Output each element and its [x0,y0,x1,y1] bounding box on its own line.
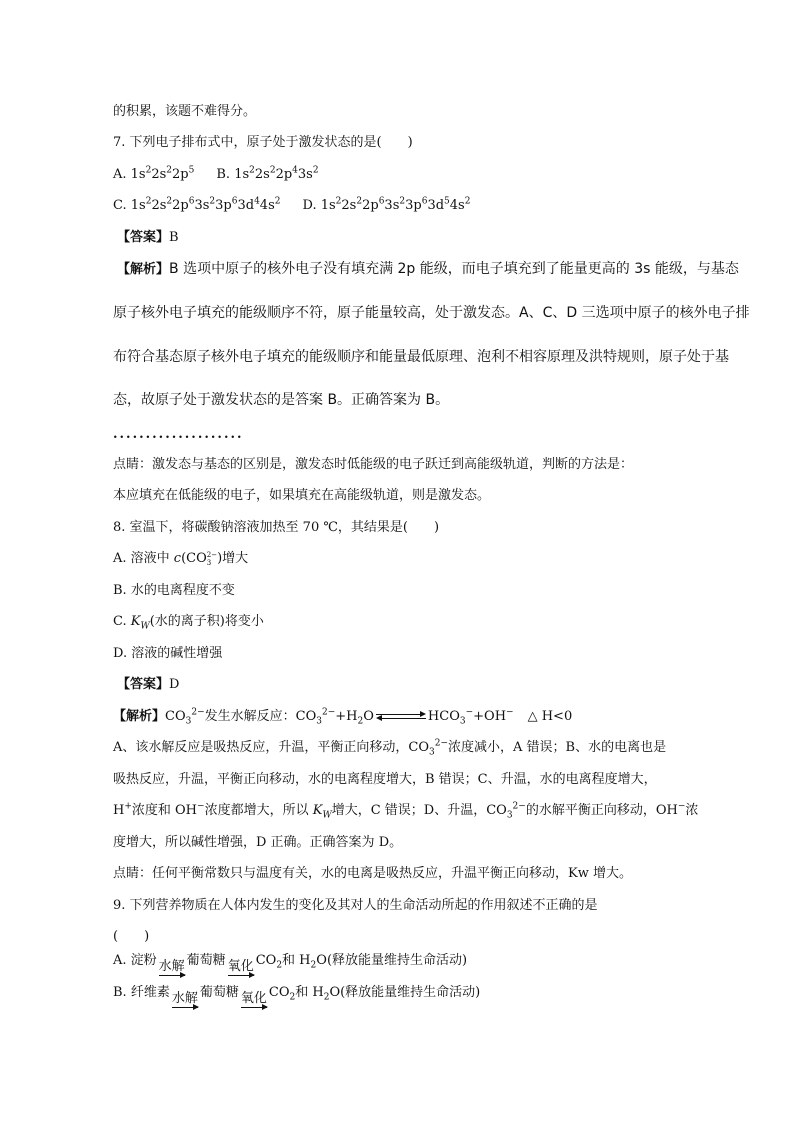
explanation-text: A、该水解反应是吸热反应，升温，平衡正向移动，CO [113,740,429,755]
explanation-7-line-1 [117,260,739,279]
tip-7-line-1: 点睛：激发态与基态的区别是，激发态时低能级的电子跃迁到高能级轨道，判断的方法是： [113,457,634,472]
explanation-8-line-2: 吸热反应，升温，平衡正向移动，水的电离程度增大，B 错误；C、升温，水的电离程度增大， [113,772,657,787]
formula-text: O [329,985,341,1000]
tip-8: 点睛：任何平衡常数只与温度有关，水的电离是吸热反应，升温平衡正向移动，Kw 增大。 [113,866,632,881]
explanation-text: 的水解平衡正向移动，OH [525,803,678,818]
formula-text: 发生水解反应：CO [204,709,317,724]
option-text: A. 淀粉 [113,953,157,968]
reaction-arrow-icon [239,992,269,1008]
option-7-c-d: C. $1s^22s^22p^63s^23p^63d^44s^2$ D. $1s^22s^22p^63s^23p^63d^54s^2$ [113,196,471,213]
answer-value: D [169,677,180,692]
formula-text: CO [268,985,290,1000]
enthalpy-text: △ H<0 [527,709,573,724]
explanation-text: B 选项中原子的核外电子没有填充满 2p 能级，而电子填充到了能量更高的 3s 能级，与基态 [169,261,739,277]
option-label: C. [113,198,131,213]
formula-text: +OH [473,709,507,724]
arrow-label: 水解 [158,959,185,974]
option-text: 增大 [222,551,249,566]
option-label: A. [113,167,131,182]
option-label: D. [302,198,321,213]
option-text: (水的离子积)将变小 [149,614,264,629]
explanation-8-line-3: H+浓度和 OH−浓度都增大，所以 $K_W$增大，C 错误；D、升温，$CO_3^{2-}$的水解平衡正向移动，OH−浓 [113,801,699,821]
option-label: C. [113,614,131,629]
reaction-arrow-icon [170,992,200,1008]
formula-text: O [363,709,374,724]
option-text: A. 溶液中 [113,551,174,566]
option-8-a: A. 溶液中 c(CO 2− 3 )增大 [113,550,249,567]
explanation-text: 增大，C 错误；D、升温，CO [331,803,507,818]
option-9-b: B. 纤维素 水解 葡萄糖 氧化 $CO_2$和 $H_2O$(释放能量维持生命活动) [113,985,481,1006]
explanation-8-line-4: 度增大，所以碱性增强，D 正确。正确答案为 D。 [113,835,403,850]
reaction-arrow-icon [157,960,187,976]
option-8-d: D. 溶液的碱性增强 [113,646,223,661]
explanation-7-line-4: 态，故原子处于激发状态的是答案 B。正确答案为 B。 [113,392,450,408]
formula-text: +H [335,709,358,724]
explanation-text: 浓度和 OH [131,803,198,818]
option-7-a-b: A. $1s^22s^22p^5$ B. $1s^22s^22p^43s^2$ [113,165,319,182]
option-text: 葡萄糖 [199,985,239,1000]
explanation-8-head: 【解析】$CO_3^{2-}$发生水解反应：$CO_3^{2-}+H_2O$ $HCO_3^-+OH^-$ △ H<0 [113,707,573,727]
arrow-label: 水解 [171,991,198,1006]
option-8-c [113,613,264,631]
question-9-paren: ( ) [113,929,150,944]
answer-label: 【答案】 [117,230,170,245]
arrow-label: 氧化 [227,959,254,974]
equilibrium-arrow-icon [376,713,426,721]
text-line: 的积累，该题不难得分。 [113,104,257,119]
formula-text: CO [255,953,277,968]
kw-symbol: K [312,803,323,818]
formula-text: 和 H [295,985,324,1000]
formula-text: HCO [427,709,460,724]
answer-7 [117,229,179,247]
question-7: 7. 下列电子排布式中，原子处于激发状态的是( ) [113,135,413,150]
reaction-arrow-icon [226,960,256,976]
dotted-separator: .................... [113,427,244,442]
arrow-label: 氧化 [240,991,267,1006]
kw-subscript: W [140,621,150,632]
question-8: 8. 室温下，将碳酸钠溶液加热至 70 ℃，其结果是( ) [113,520,440,535]
answer-label: 【答案】 [117,677,170,692]
option-label: B. [216,167,235,182]
formula-text: O [316,953,327,968]
explanation-7-line-2: 原子核外电子填充的能级顺序不符，原子能量较高，处于激发态。A、C、D 三选项中原子的核外电子排 [113,305,750,321]
explanation-8-line-1: A、该水解反应是吸热反应，升温，平衡正向移动，$CO_3^{2-}$浓度减小，A 错误；B、水的电离也是 [113,738,667,758]
option-8-b: B. 水的电离程度不变 [113,583,235,598]
kw-subscript: W [322,810,332,821]
tip-7-line-2: 本应填充在低能级的电子，如果填充在高能级轨道，则是激发态。 [113,488,491,503]
formula-text: CO [165,709,186,724]
formula-text: 和 H [282,953,311,968]
explanation-7-line-3: 布符合基态原子核外电子填充的能级顺序和能量最低原理、泡利不相容原理及洪特规则，原子处于基 [113,349,729,365]
explanation-label: 【解析】 [117,262,170,277]
kw-symbol: K [130,614,141,629]
explanation-text: 浓度减小，A 错误；B、水的电离也是 [448,740,667,755]
answer-8 [117,676,179,694]
option-text: 葡萄糖 [186,953,226,968]
explanation-label: 【解析】 [113,709,166,724]
explanation-text: 浓 [685,803,699,818]
answer-value: B [169,230,179,245]
explanation-text: H [113,803,125,818]
option-text: B. 纤维素 [113,985,170,1000]
explanation-text: 浓度都增大，所以 [204,803,313,818]
option-9-a: A. 淀粉 水解 葡萄糖 氧化 $CO_2$和 $H_2O$(释放能量维持生命活动) [113,953,468,974]
question-9: 9. 下列营养物质在人体内发生的变化及其对人的生命活动所起的作用叙述不正确的是 [113,898,598,913]
concentration-symbol: c [173,551,182,566]
option-text: (释放能量维持生命活动) [326,953,468,968]
option-text: (释放能量维持生命活动) [340,985,481,1000]
